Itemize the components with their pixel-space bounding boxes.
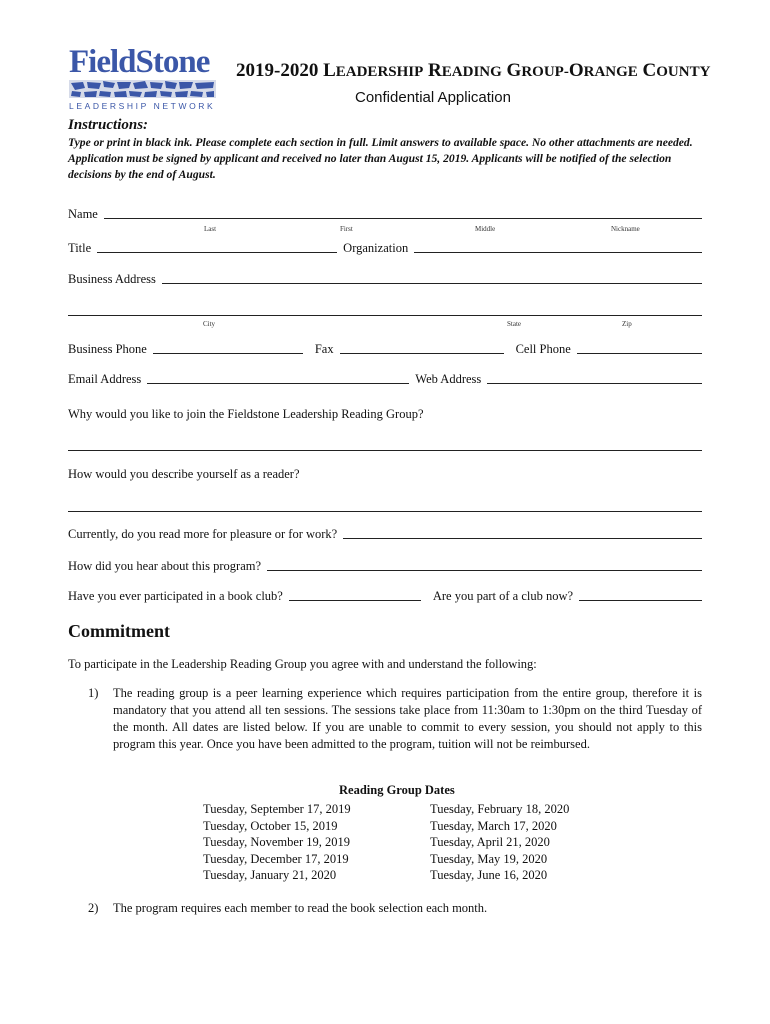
title-org-row [68,241,702,256]
answer-club-now-field[interactable] [579,599,702,601]
fax-label: Fax [314,342,334,356]
answer-club-field[interactable] [289,599,421,601]
web-label: Web Address [415,372,482,386]
commitment-intro: To participate in the Leadership Reading Group you agree with and understand the following: [68,657,537,671]
commitment-item-2-text: The program requires each member to read the book selection each month. [113,901,488,915]
commitment-heading: Commitment [68,621,170,641]
org-label: Organization [343,241,409,255]
name-sub-first: First [340,225,353,233]
instructions-heading: Instructions: [68,117,149,133]
question-pleasure: Currently, do you read more for pleasure or for work? [68,527,338,541]
name-label: Name [68,207,98,221]
org-field[interactable] [414,251,702,253]
address-row [68,272,702,287]
answer-why-line[interactable] [68,450,702,451]
page-subtitle: Confidential Application [355,89,511,106]
title-label: Title [68,241,92,255]
name-row [68,207,702,222]
phone-row [68,342,702,357]
phone-label: Business Phone [68,342,147,356]
commitment-item-1 [88,685,702,755]
name-sub-last: Last [204,225,217,233]
dates-heading: Reading Group Dates [339,783,455,797]
address-field[interactable] [162,282,702,284]
name-field[interactable] [104,217,702,219]
date-item: Tuesday, February 18, 2020 [430,802,570,816]
dates-left-column [203,801,351,884]
cell-field[interactable] [577,352,702,354]
date-item: Tuesday, September 17, 2019 [203,802,351,816]
email-field[interactable] [147,382,409,384]
question-club-now: Are you part of a club now? [432,589,574,603]
fax-field[interactable] [340,352,504,354]
question-why: Why would you like to join the Fieldstone Leadership Reading Group? [68,407,424,421]
commitment-item-2-num: 2) [88,901,99,915]
date-item: Tuesday, May 19, 2020 [430,851,548,866]
address-line-2[interactable] [68,315,702,316]
phone-field[interactable] [153,352,303,354]
address-label: Business Address [68,272,156,286]
name-sub-nickname: Nickname [611,225,640,233]
web-field[interactable] [487,382,702,384]
answer-hear-field[interactable] [267,569,702,571]
title-word-3: GROUP- [506,60,569,81]
cell-label: Cell Phone [515,342,571,356]
logo-wordmark: FieldStone [69,44,210,80]
address-sub-state: State [507,320,521,328]
date-item: Tuesday, November 19, 2019 [203,835,350,849]
date-item: Tuesday, June 16, 2020 [430,868,548,882]
pleasure-row [68,527,702,542]
instructions-text: Type or print in black ink. Please complete each section in full. Limit answers to available space. No other attachments are needed. Application must be signed by applicant and received no later than August 15, 2019. Applicants will be notified of the selection decisions by the end of August. [68,136,693,181]
address-sub-zip: Zip [622,320,632,328]
title-word-5: COUNTY [642,60,711,81]
commitment-item-1-num: 1) [88,686,99,700]
answer-describe-line[interactable] [68,511,702,512]
date-item: Tuesday, March 17, 2020 [430,818,557,833]
question-club: Have you ever participated in a book club? [68,589,283,603]
question-hear: How did you hear about this program? [68,559,262,573]
email-label: Email Address [68,372,142,386]
title-word-4: ORANGE [568,60,638,81]
title-field[interactable] [97,251,337,253]
title-word-1: LEADERSHIP [323,60,424,81]
name-sub-middle: Middle [475,225,496,233]
logo-tagline: LEADERSHIP NETWORK [69,101,216,111]
answer-pleasure-field[interactable] [343,537,702,539]
date-item: Tuesday, January 21, 2020 [203,868,337,882]
dates-right-column [430,801,569,884]
commitment-item-2 [88,900,702,920]
club-row [68,589,702,604]
hear-row [68,559,702,574]
page-title [236,60,710,82]
commitment-item-1-text: The reading group is a peer learning experience which requires participation from the entire group, therefore it is mandatory that you attend all ten sessions. The sessions take place from 11:30am to 1:30pm on the third Tuesday of the month. All dates are listed below. If you are unable to commit to every session, you should not apply to this program this year. Once you have been admitted to the program, tuition will not be reimbursed. [113,686,702,751]
date-item: Tuesday, December 17, 2019 [203,851,349,866]
question-describe: How would you describe yourself as a reader? [68,467,300,481]
logo-stones-icon [69,80,216,98]
address-sub-city: City [203,320,216,328]
date-item: Tuesday, October 15, 2019 [203,818,338,833]
email-web-row [68,372,702,387]
title-word-2: READING [428,60,502,81]
date-item: Tuesday, April 21, 2020 [430,835,550,849]
title-year: 2019-2020 [236,60,319,81]
